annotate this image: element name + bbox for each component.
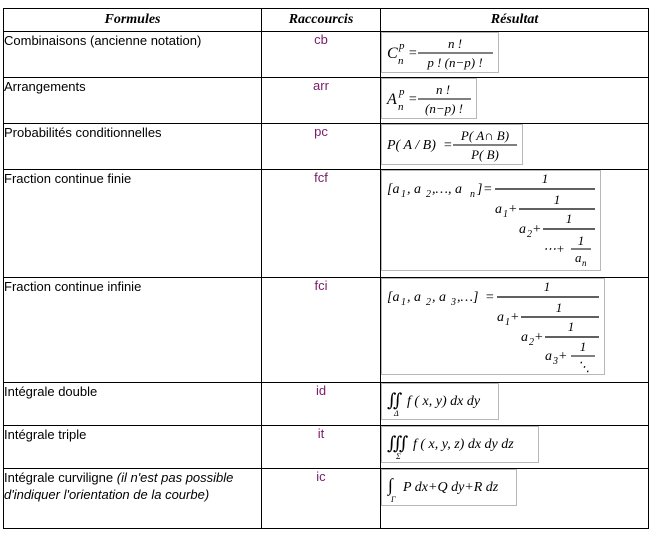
- svg-text:+: +: [558, 349, 568, 364]
- header-resultat: Résultat: [381, 9, 649, 32]
- svg-text:n !: n !: [435, 82, 451, 97]
- formula-name: Fraction continue finie: [4, 170, 262, 278]
- svg-text:P( A∩ B): P( A∩ B): [460, 128, 510, 143]
- formula-integrale-curviligne: [381, 469, 517, 506]
- svg-text:, a: , a: [407, 290, 421, 305]
- formula-name-main: Intégrale curviligne: [4, 470, 114, 485]
- formula-name: Combinaisons (ancienne notation): [4, 32, 262, 78]
- table-row: [4, 32, 649, 78]
- table-row: [4, 383, 649, 426]
- table-row: [4, 170, 649, 278]
- svg-text:n: n: [398, 101, 404, 113]
- svg-text:=: =: [485, 290, 495, 305]
- svg-text:∭: ∭: [387, 433, 409, 453]
- formula-arrangements: [381, 78, 477, 119]
- svg-text:1: 1: [541, 173, 549, 186]
- svg-text:+: +: [534, 330, 544, 345]
- formula-denominator: p ! (n−p) !: [427, 55, 483, 70]
- svg-text:Σ: Σ: [396, 452, 401, 461]
- svg-text:1: 1: [401, 297, 406, 308]
- svg-text:f ( x, y, z) dx dy dz: f ( x, y, z) dx dy dz: [413, 437, 514, 452]
- svg-text:n: n: [470, 189, 475, 200]
- table-row: [4, 278, 649, 383]
- svg-text:a: a: [519, 222, 526, 237]
- header-row: [4, 9, 649, 32]
- svg-text:A: A: [387, 91, 397, 108]
- shortcut-code: arr: [262, 78, 381, 124]
- table-row: [4, 124, 649, 170]
- shortcut-code: cb: [262, 32, 381, 78]
- svg-text:3: 3: [553, 356, 558, 367]
- svg-text:P( B): P( B): [471, 147, 499, 162]
- formula-name: Intégrale triple: [4, 426, 262, 469]
- formula-name: Probabilités conditionnelles: [4, 124, 262, 170]
- svg-text:1: 1: [543, 281, 551, 294]
- svg-text:1: 1: [565, 211, 573, 226]
- formula-name: Arrangements: [4, 78, 262, 124]
- shortcut-code: id: [262, 383, 381, 426]
- formula-sup: p: [399, 40, 405, 52]
- formula-integrale-double: [381, 383, 499, 420]
- header-formules: Formules: [4, 9, 262, 32]
- svg-text:2: 2: [426, 297, 431, 308]
- svg-text:[a: [a: [387, 290, 400, 305]
- svg-text:1: 1: [553, 192, 561, 207]
- formula-name: Fraction continue infinie: [4, 278, 262, 383]
- svg-text:+: +: [508, 202, 518, 217]
- svg-text:P dx+Q dy+R dz: P dx+Q dy+R dz: [403, 480, 499, 495]
- svg-text:a: a: [495, 202, 502, 217]
- formula-name: [4, 469, 262, 529]
- formula-sub: n: [398, 55, 404, 67]
- svg-text:[a: [a: [387, 182, 400, 197]
- svg-text:⋯+: ⋯+: [543, 241, 565, 256]
- svg-text:=: =: [483, 182, 493, 197]
- svg-text:1: 1: [401, 189, 406, 200]
- formula-combinaisons: [381, 32, 499, 73]
- svg-text:∬: ∬: [387, 390, 403, 410]
- shortcut-code: pc: [262, 124, 381, 170]
- shortcut-code: ic: [262, 469, 381, 529]
- table-row: [4, 426, 649, 469]
- svg-text:+: +: [510, 310, 520, 325]
- svg-text:3: 3: [451, 297, 456, 308]
- formula-name-note: (il n'est pas possible d'indiquer l'orientation de la courbe): [4, 470, 234, 502]
- svg-text:=: =: [408, 92, 418, 107]
- svg-text:a: a: [545, 349, 552, 364]
- svg-text:a: a: [497, 310, 504, 325]
- table-row: [4, 78, 649, 124]
- svg-text:1: 1: [579, 339, 587, 354]
- formula-eq: =: [408, 46, 418, 61]
- svg-text:+: +: [532, 222, 542, 237]
- svg-text:1: 1: [505, 317, 510, 328]
- svg-text:2: 2: [426, 189, 431, 200]
- shortcut-code: fci: [262, 278, 381, 383]
- svg-text:n: n: [582, 258, 587, 268]
- svg-text:,…, a: ,…, a: [432, 182, 462, 197]
- svg-text:, a: , a: [432, 290, 446, 305]
- svg-text:2: 2: [527, 229, 532, 240]
- svg-text:f ( x, y) dx dy: f ( x, y) dx dy: [407, 394, 481, 409]
- svg-text:]: ]: [477, 182, 483, 197]
- svg-text:Δ: Δ: [394, 409, 399, 418]
- formula-probabilites: [381, 124, 523, 165]
- formula-integrale-triple: [381, 426, 539, 463]
- shortcuts-table: [3, 8, 649, 529]
- svg-text:, a: , a: [407, 182, 421, 197]
- formula-name: Intégrale double: [4, 383, 262, 426]
- table-row: [4, 469, 649, 529]
- svg-text:1: 1: [577, 233, 585, 248]
- formula-fraction-infinie: [381, 278, 605, 375]
- svg-text:p: p: [399, 86, 405, 98]
- svg-text:∫: ∫: [388, 475, 393, 495]
- svg-text:P( A / B): P( A / B): [387, 138, 436, 153]
- svg-text:1: 1: [555, 300, 563, 315]
- svg-text:1: 1: [503, 209, 508, 220]
- svg-text:,…]: ,…]: [457, 290, 479, 305]
- svg-text:2: 2: [529, 337, 534, 348]
- svg-text:a: a: [521, 330, 528, 345]
- svg-text:a: a: [575, 250, 582, 265]
- shortcut-code: it: [262, 426, 381, 469]
- header-raccourcis: Raccourcis: [262, 9, 381, 32]
- svg-text:(n−p) !: (n−p) !: [424, 101, 464, 116]
- svg-text:Γ: Γ: [391, 495, 396, 504]
- svg-text:⋱: ⋱: [577, 359, 590, 373]
- shortcut-code: fcf: [262, 170, 381, 278]
- formula-numerator: n !: [447, 36, 463, 51]
- svg-text:=: =: [443, 138, 453, 153]
- formula-fraction-finie: [381, 170, 601, 271]
- formula-letter: C: [387, 45, 398, 62]
- svg-text:1: 1: [567, 319, 575, 334]
